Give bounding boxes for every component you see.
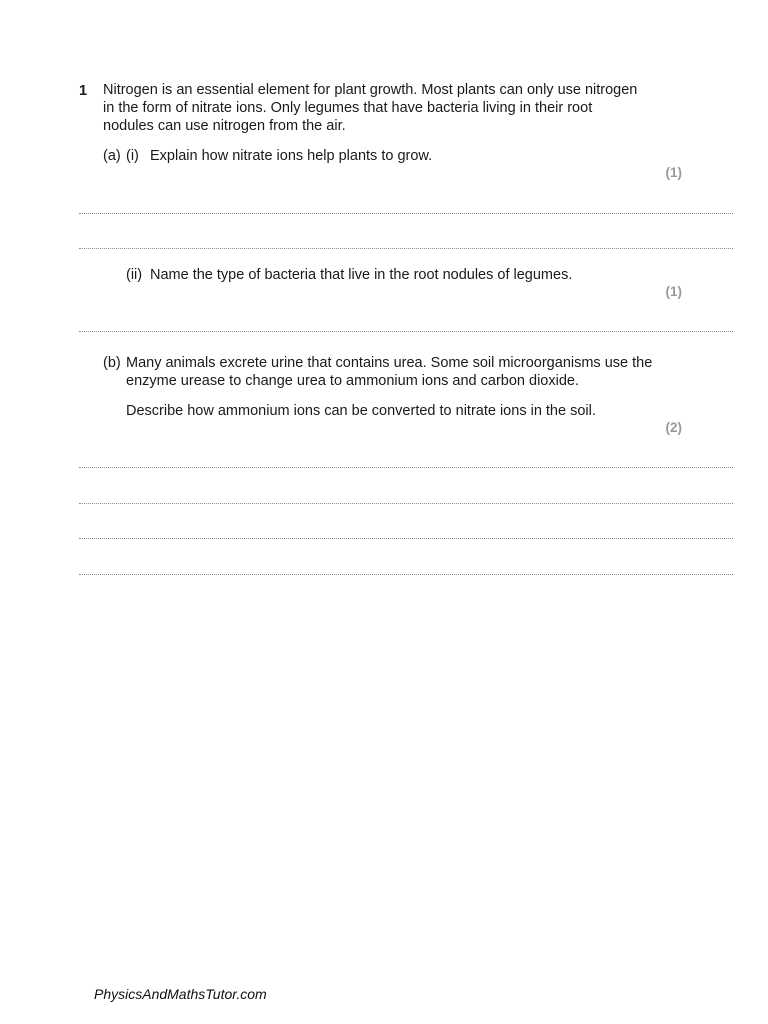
- part-a-label: (a): [103, 148, 121, 164]
- answer-line-b-3[interactable]: [79, 538, 733, 539]
- part-a-i-question: Explain how nitrate ions help plants to grow.: [150, 148, 433, 164]
- question-intro-line-1: Nitrogen is an essential element for plant growth. Most plants can only use nitrogen: [103, 82, 638, 98]
- part-b-line-2: enzyme urease to change urea to ammonium ions and carbon dioxide.: [126, 373, 579, 389]
- part-a-ii-marks: (1): [665, 284, 682, 299]
- answer-line-a-i-1[interactable]: [79, 213, 733, 214]
- answer-line-a-ii-1[interactable]: [79, 331, 733, 332]
- part-b-marks: (2): [665, 420, 682, 435]
- part-b-prompt: Describe how ammonium ions can be converted to nitrate ions in the soil.: [126, 403, 596, 419]
- question-intro-line-3: nodules can use nitrogen from the air.: [103, 118, 346, 134]
- part-a-i-label: (i): [126, 148, 139, 164]
- answer-line-b-1[interactable]: [79, 467, 733, 468]
- footer-watermark: PhysicsAndMathsTutor.com: [94, 986, 267, 1002]
- answer-line-b-4[interactable]: [79, 574, 733, 575]
- answer-line-a-i-2[interactable]: [79, 248, 733, 249]
- part-a-i-marks: (1): [665, 165, 682, 180]
- part-b-line-1: Many animals excrete urine that contains urea. Some soil microorganisms use the: [126, 355, 653, 371]
- answer-line-b-2[interactable]: [79, 503, 733, 504]
- part-a-ii-question: Name the type of bacteria that live in the root nodules of legumes.: [150, 267, 573, 283]
- question-number: 1: [79, 83, 88, 99]
- part-a-ii-label: (ii): [126, 267, 143, 283]
- part-b-label: (b): [103, 355, 121, 371]
- question-intro-line-2: in the form of nitrate ions. Only legumes that have bacteria living in their root: [103, 100, 593, 116]
